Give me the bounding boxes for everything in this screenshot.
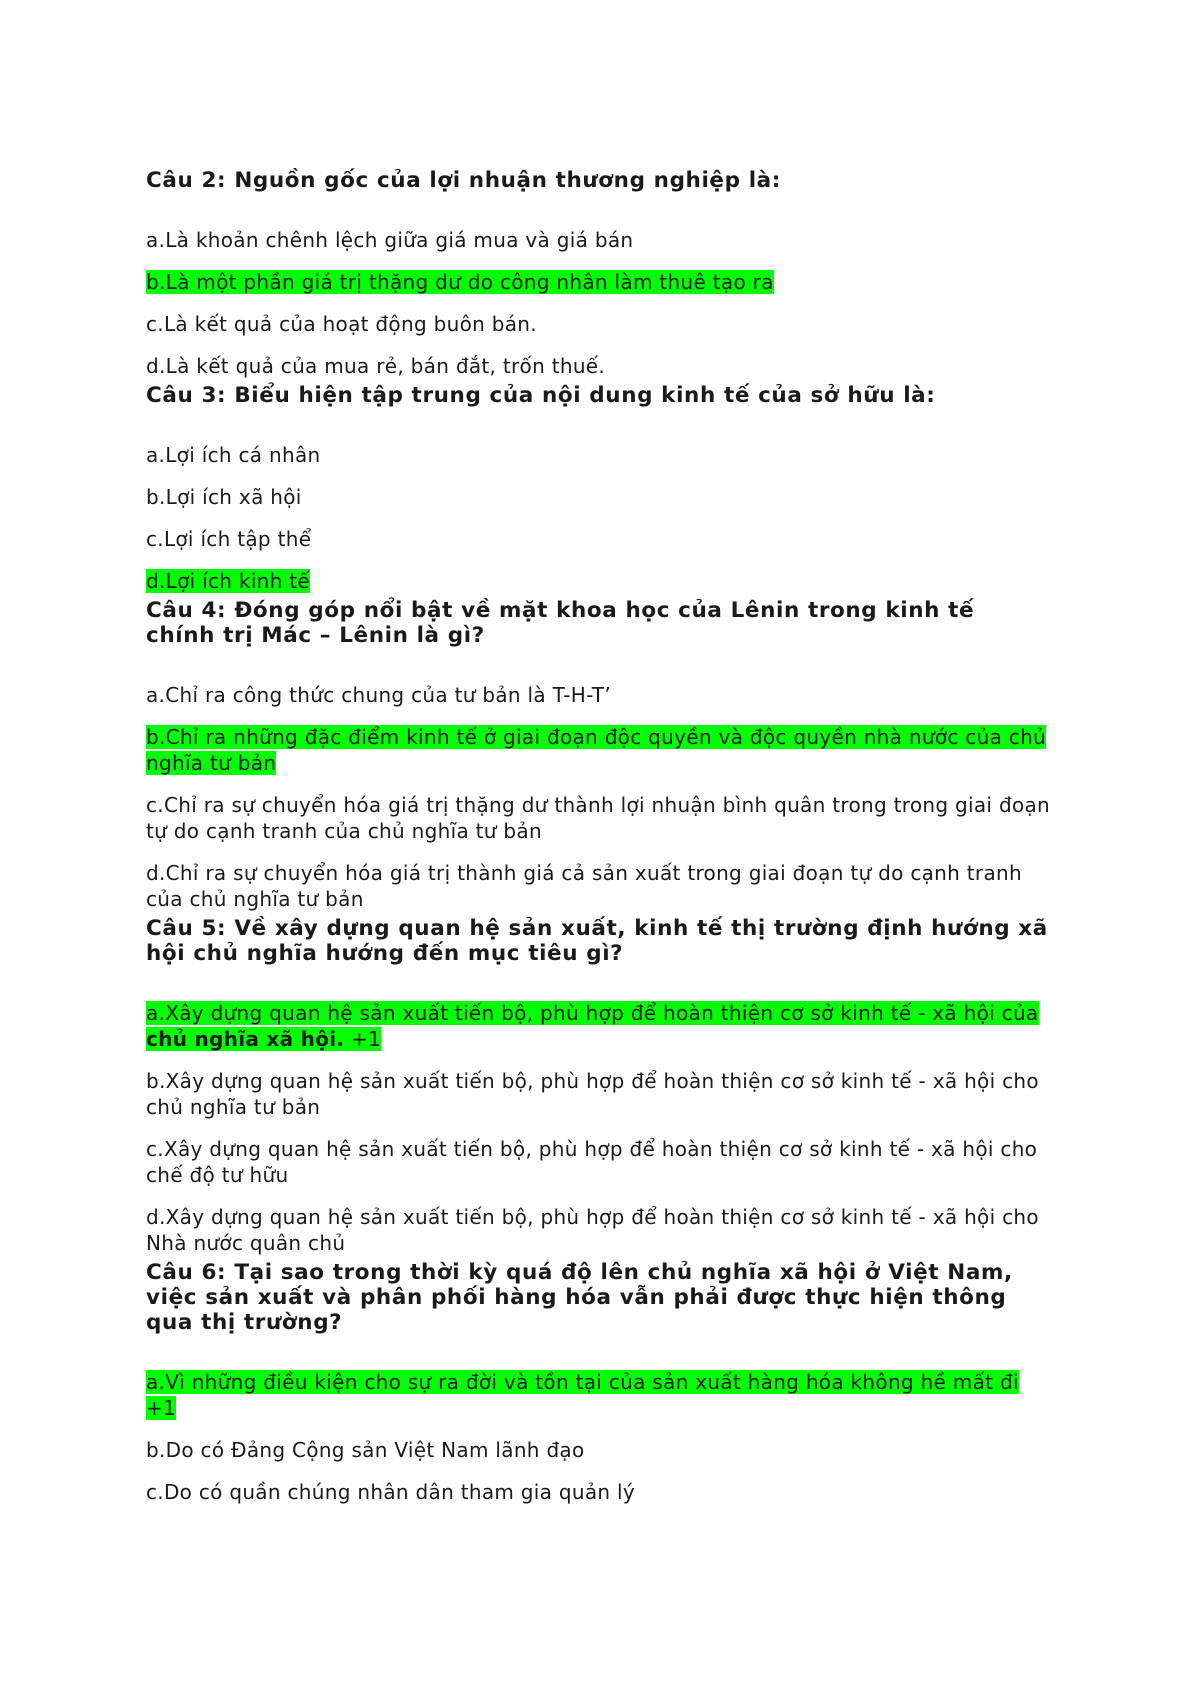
- question-5-title: Câu 5: Về xây dựng quan hệ sản xuất, kinh tế thị trường định hướng xã hội chủ nghĩa hướng đến mục tiêu gì?: [146, 916, 1048, 966]
- question-6-title: Câu 6: Tại sao trong thời kỳ quá độ lên chủ nghĩa xã hội ở Việt Nam, việc sản xuất và phân phối hàng hóa vẫn phải được thực hiện thông qua thị trường?: [146, 1260, 1013, 1335]
- question-6-option-a-highlighted: a.Vì những điều kiện cho sự ra đời và tồn tại của sản xuất hàng hóa không hề mất đi +1: [146, 1370, 1019, 1420]
- question-5-option-a-tail: +1: [344, 1027, 382, 1051]
- question-5-option-c: c.Xây dựng quan hệ sản xuất tiến bộ, phù hợp để hoàn thiện cơ sở kinh tế - xã hội cho chế độ tư hữu: [146, 1137, 1038, 1187]
- question-3-option-a: a.Lợi ích cá nhân: [146, 443, 321, 467]
- question-5-option-d: d.Xây dựng quan hệ sản xuất tiến bộ, phù hợp để hoàn thiện cơ sở kinh tế - xã hội cho Nhà nước quân chủ: [146, 1205, 1039, 1255]
- question-4-title: Câu 4: Đóng góp nổi bật về mặt khoa học của Lênin trong kinh tế chính trị Mác – Lênin là gì?: [146, 598, 975, 648]
- question-3-title: Câu 3: Biểu hiện tập trung của nội dung kinh tế của sở hữu là:: [146, 383, 936, 408]
- question-2-option-b-highlighted: b.Là một phần giá trị thặng dư do công nhân làm thuê tạo ra: [146, 270, 774, 294]
- question-5-option-b: b.Xây dựng quan hệ sản xuất tiến bộ, phù hợp để hoàn thiện cơ sở kinh tế - xã hội cho chủ nghĩa tư bản: [146, 1069, 1039, 1119]
- question-3-option-c: c.Lợi ích tập thể: [146, 527, 312, 551]
- question-4-option-d: d.Chỉ ra sự chuyển hóa giá trị thành giá cả sản xuất trong giai đoạn tự do cạnh tranh của chủ nghĩa tư bản: [146, 861, 1022, 911]
- question-5-option-a-highlighted: [146, 1001, 1039, 1051]
- question-4-option-a: a.Chỉ ra công thức chung của tư bản là T-H-T’: [146, 683, 611, 707]
- question-4-option-c: c.Chỉ ra sự chuyển hóa giá trị thặng dư thành lợi nhuận bình quân trong trong giai đoạn tự do cạnh tranh của chủ nghĩa tư bản: [146, 793, 1051, 843]
- question-3-option-d-highlighted: d.Lợi ích kinh tế: [146, 569, 311, 593]
- question-5-option-a-text: a.Xây dựng quan hệ sản xuất tiến bộ, phù hợp để hoàn thiện cơ sở kinh tế - xã hội của: [146, 1001, 1039, 1025]
- question-2-option-a: a.Là khoản chênh lệch giữa giá mua và giá bán: [146, 228, 634, 252]
- question-2-option-c: c.Là kết quả của hoạt động buôn bán.: [146, 312, 537, 336]
- question-2-title: Câu 2: Nguồn gốc của lợi nhuận thương nghiệp là:: [146, 168, 781, 193]
- question-3-option-b: b.Lợi ích xã hội: [146, 485, 302, 509]
- question-5-option-a-bold: chủ nghĩa xã hội.: [146, 1027, 345, 1051]
- question-6-option-b: b.Do có Đảng Cộng sản Việt Nam lãnh đạo: [146, 1438, 585, 1462]
- question-4-option-b-highlighted: b.Chỉ ra những đặc điểm kinh tế ở giai đoạn độc quyền và độc quyền nhà nước của chủ nghĩa tư bản: [146, 725, 1047, 775]
- question-2-option-d: d.Là kết quả của mua rẻ, bán đắt, trốn thuế.: [146, 354, 606, 378]
- question-6-option-c: c.Do có quần chúng nhân dân tham gia quản lý: [146, 1480, 636, 1504]
